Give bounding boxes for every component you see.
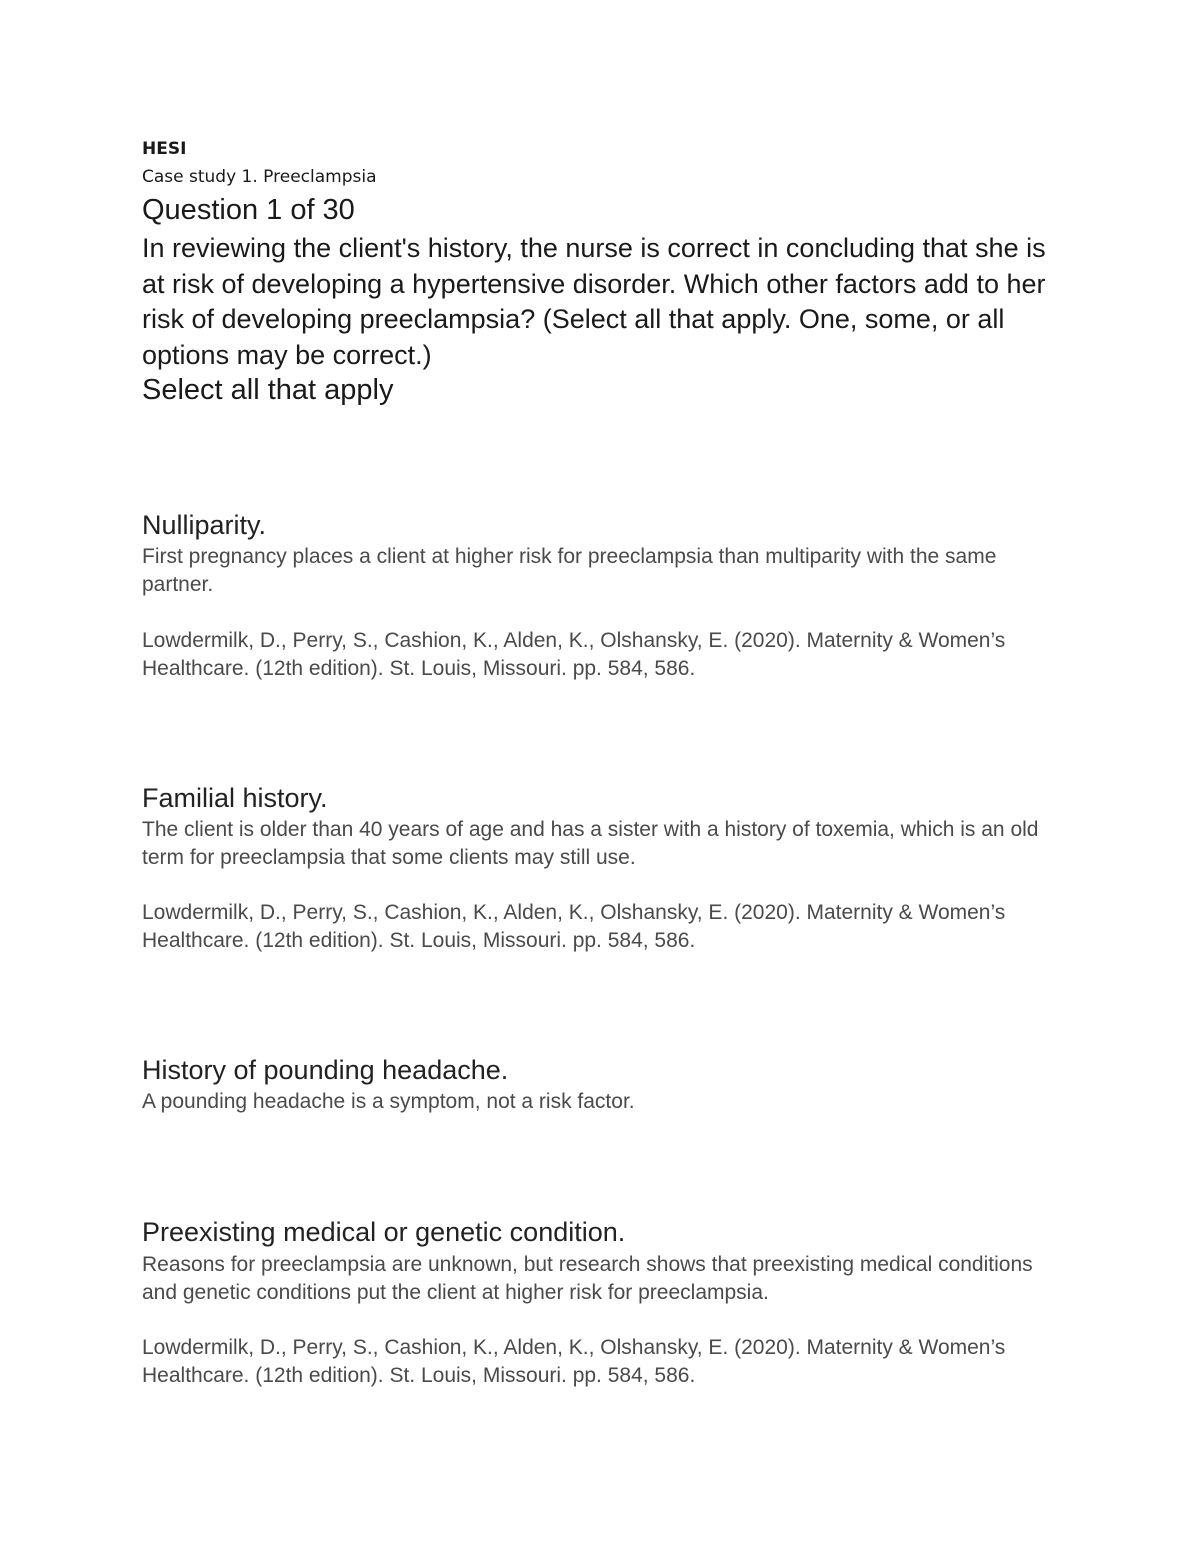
document-label: HESI bbox=[142, 139, 187, 159]
option-reference: Lowdermilk, D., Perry, S., Cashion, K., Alden, K., Olshansky, E. (2020). Maternity & Women’s Healthcare. (12th edition). St. Louis, Missouri. pp. 584, 586. bbox=[142, 1336, 1006, 1387]
question-instruction: Select all that apply bbox=[142, 374, 394, 406]
option-title: Preexisting medical or genetic condition. bbox=[142, 1217, 626, 1247]
option-reference: Lowdermilk, D., Perry, S., Cashion, K., Alden, K., Olshansky, E. (2020). Maternity & Women’s Healthcare. (12th edition). St. Louis, Missouri. pp. 584, 586. bbox=[142, 901, 1006, 952]
case-study-title: Case study 1. Preeclampsia bbox=[142, 167, 377, 187]
option-rationale: First pregnancy places a client at higher risk for preeclampsia than multiparity with the same partner. bbox=[142, 545, 997, 596]
option-title: Familial history. bbox=[142, 783, 328, 813]
option-rationale: Reasons for preeclampsia are unknown, but research shows that preexisting medical conditions and genetic conditions put the client at higher risk for preeclampsia. bbox=[142, 1253, 1033, 1304]
question-number: Question 1 of 30 bbox=[142, 194, 355, 226]
option-rationale: The client is older than 40 years of age and has a sister with a history of toxemia, which is an old term for preeclampsia that some clients may still use. bbox=[142, 818, 1039, 869]
option-reference: Lowdermilk, D., Perry, S., Cashion, K., Alden, K., Olshansky, E. (2020). Maternity & Women’s Healthcare. (12th edition). St. Louis, Missouri. pp. 584, 586. bbox=[142, 629, 1006, 680]
option-title: Nulliparity. bbox=[142, 510, 267, 540]
option-title: History of pounding headache. bbox=[142, 1055, 509, 1085]
option-rationale: A pounding headache is a symptom, not a risk factor. bbox=[142, 1090, 635, 1113]
question-text: In reviewing the client's history, the nurse is correct in concluding that she is at risk of developing a hypertensive disorder. Which other factors add to her risk of developing preeclampsia? (Select all that apply. One, some, or all options may be correct.) bbox=[142, 233, 1046, 371]
